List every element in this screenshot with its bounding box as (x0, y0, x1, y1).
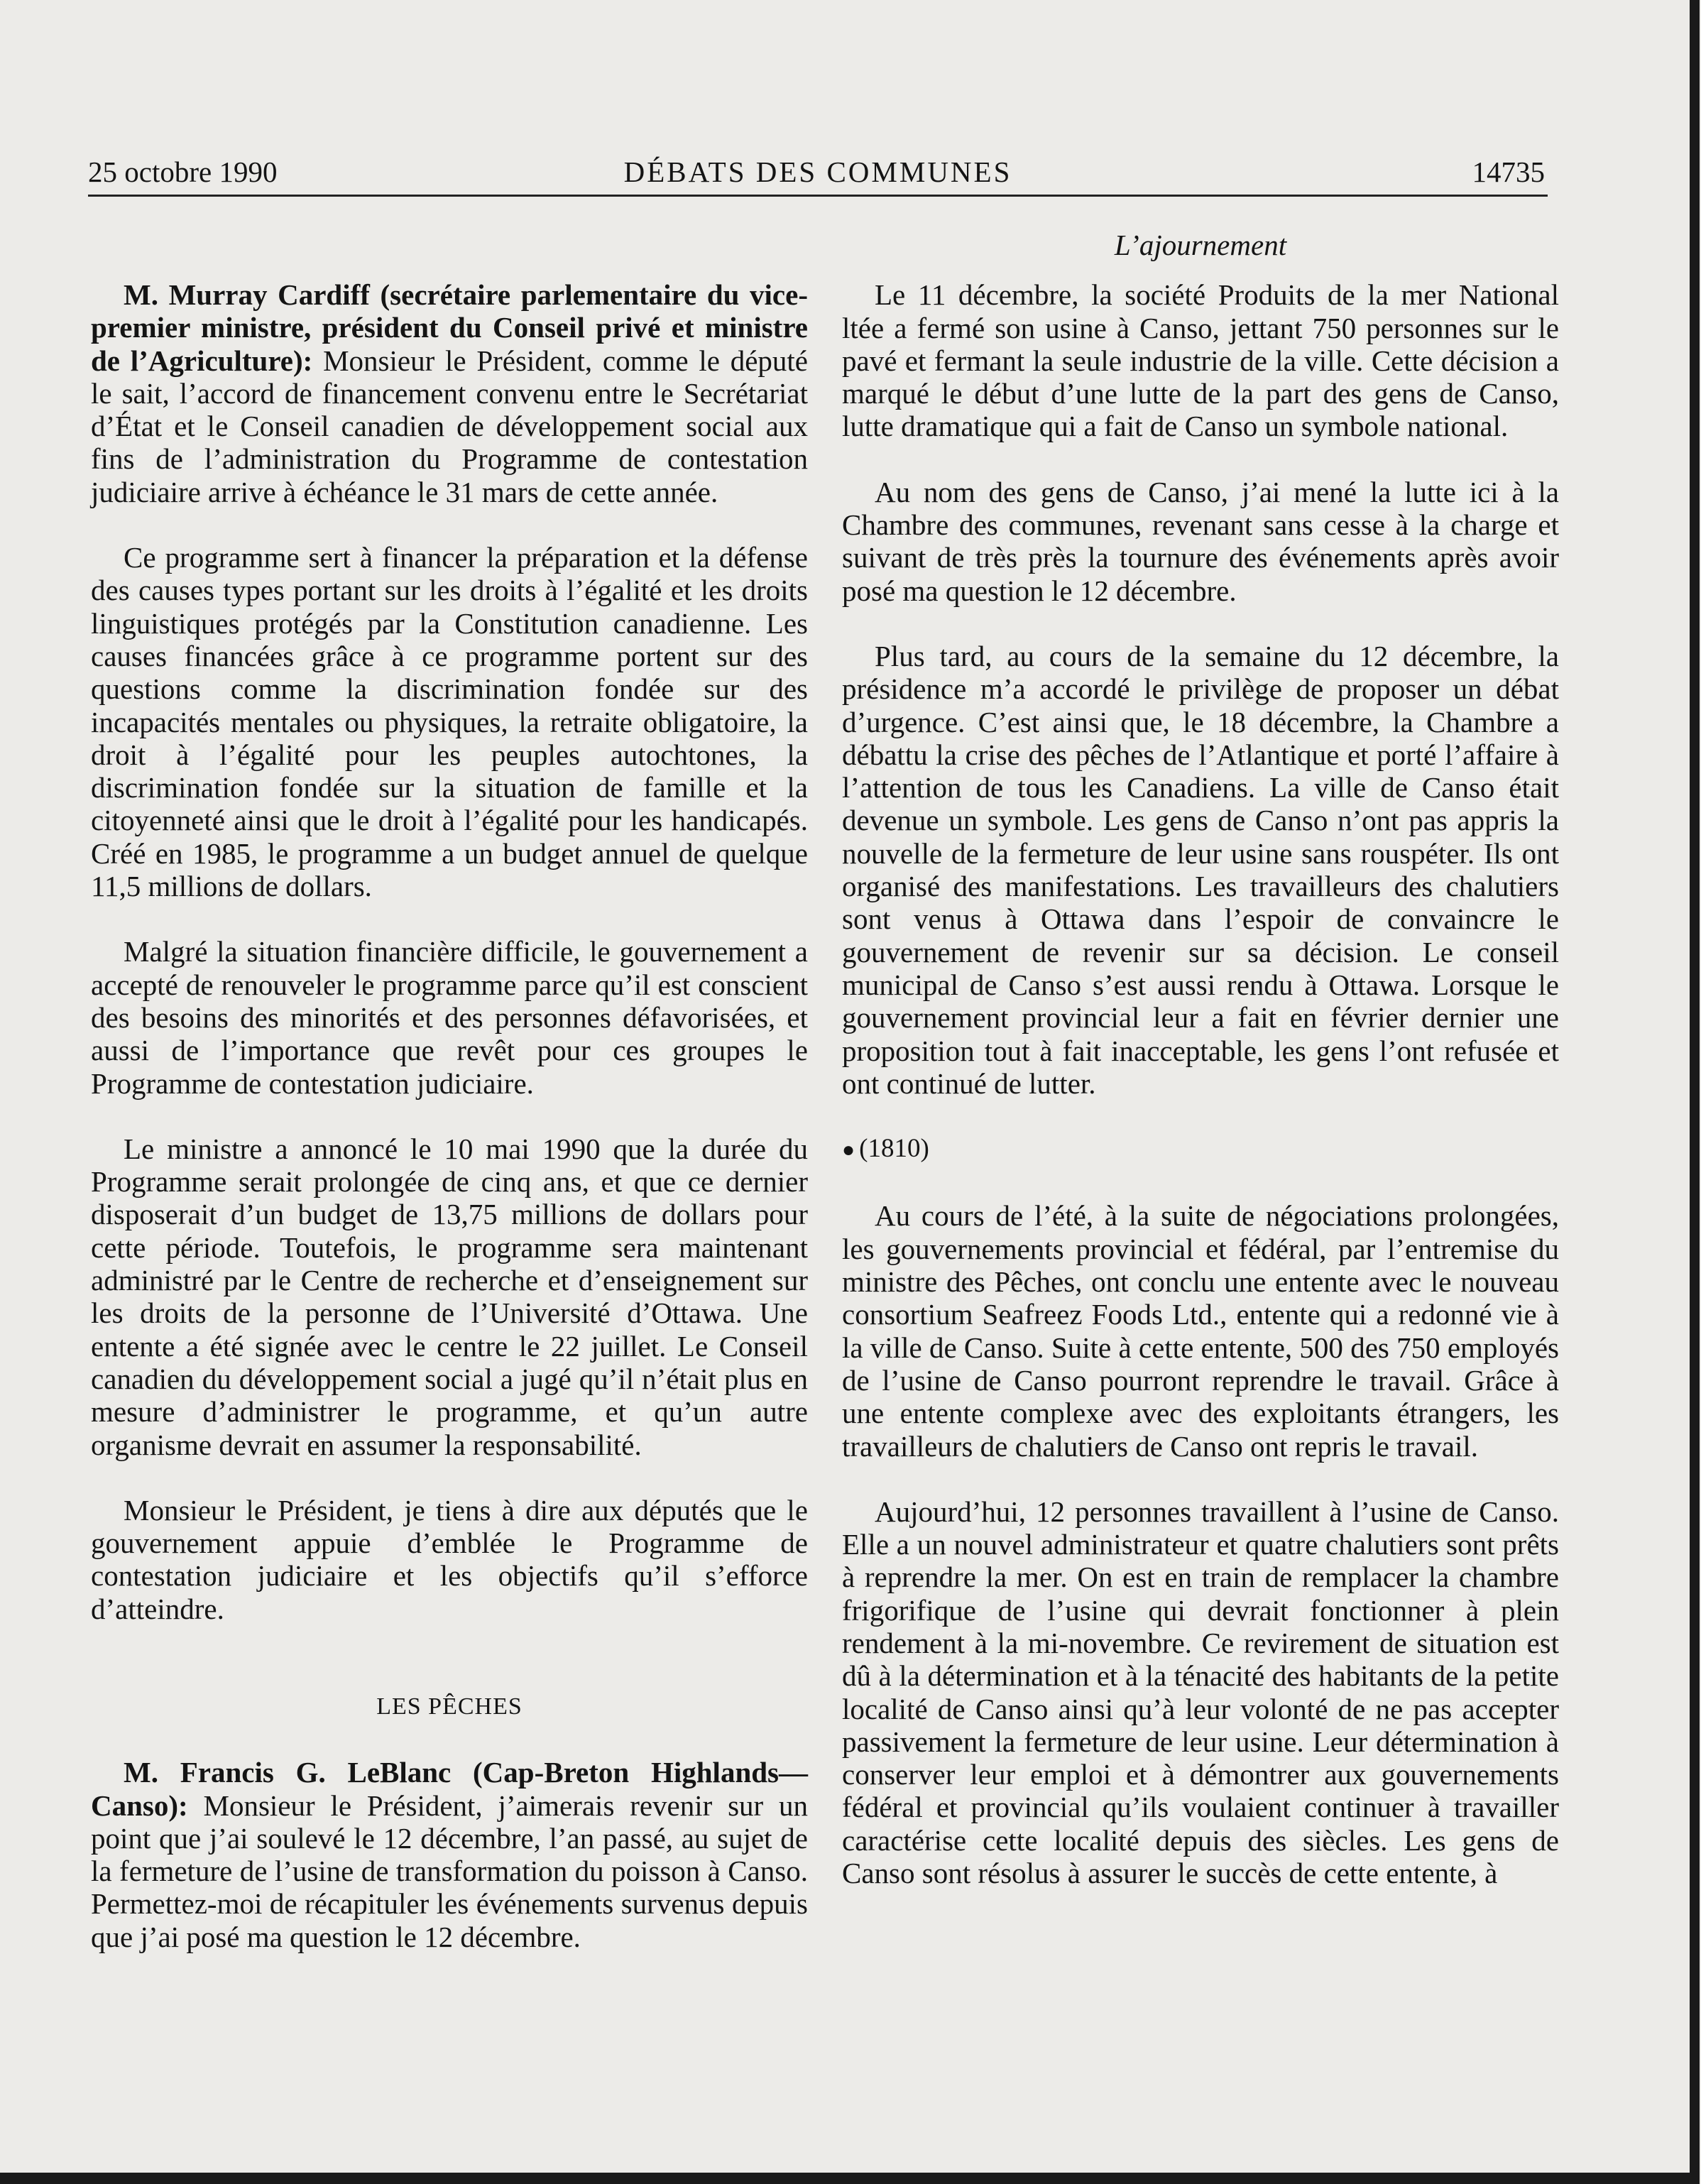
speaker-name: M. Murray Cardiff (secrétaire parlementaire du vice-premier ministre, président du Conseil privé et ministre de l’Agriculture): (91, 278, 808, 377)
section-title: LES PÊCHES (376, 1693, 523, 1720)
paragraph-emergency-debate: Plus tard, au cours de la semaine du 12 décembre, la présidence m’a accordé le privilège de proposer un débat d’urgence. C’est ainsi que, le 18 décembre, la Chambre a débattu la crise des pêches de l’Atlantique et porté l’affaire à l’attention de tous les Canadiens. La ville de Canso était devenue un symbole. Les gens de Canso n’ont pas appris la nouvelle de la fermeture de leur usine sans rouspéter. Ils ont organisé des manifestations. Les travailleurs des chalutiers sont venus à Ottawa dans l’espoir de convaincre le gouvernement de revenir sur sa décision. Le conseil municipal de Canso s’est aussi rendu à Ottawa. Lorsque le gouvernement provincial leur a fait en février dernier une proposition tout à fait inacceptable, les gens l’ont refusée et ont continué de lutter. (842, 639, 1559, 1100)
paragraph-agreement: Au cours de l’été, à la suite de négociations prolongées, les gouvernements provincial et fédéral, par l’entremise du ministre des Pêches, ont conclu une entente avec le nouveau consortium Seafreez Foods Ltd., entente qui a redonné vie à la ville de Canso. Suite à cette entente, 500 des 750 employés de l’usine de Canso pourront reprendre le travail. Grâce à une entente complexe avec des exploitants étrangers, les travailleurs de chalutiers de Canso ont repris le travail. (842, 1199, 1559, 1463)
section-subtitle: L’ajournement (1114, 229, 1287, 261)
time-marker (842, 1132, 1559, 1167)
header-date: 25 octobre 1990 (88, 155, 278, 188)
paragraph-program-extension: Le ministre a annoncé le 10 mai 1990 que la durée du Programme serait prolongée de cinq ans, et que ce dernier disposerait d’un budget de 13,75 millions de dollars pour cette période. Toutefois, le programme sera maintenant administré par le Centre de recherche et d’enseignement sur les droits de la personne de l’Université d’Ottawa. Une entente a été signée avec le centre le 22 juillet. Le Conseil canadien du développement social a jugé qu’il n’était plus en mesure d’administrer le programme, et qu’un autre organisme devrait en assumer la responsabilité. (91, 1132, 808, 1461)
paragraph-program-description: Ce programme sert à financer la préparation et la défense des causes types portant sur les droits à l’égalité et les droits linguistiques protégés par la Constitution canadienne. Les causes financées grâce à ce programme portent sur des questions comme la discrimination fondée sur des incapacités mentales ou physiques, la retraite obligatoire, la droit à l’égalité pour les peuples autochtones, la discrimination fondée sur la situation de famille et la citoyenneté ainsi que le droit à l’égalité pour les handicapés. Créé en 1985, le programme a un budget annuel de quelque 11,5 millions de dollars. (91, 541, 808, 903)
bullet-icon: ● (842, 1138, 855, 1162)
time-marker-text: (1810) (859, 1134, 929, 1164)
paragraph-text: Monsieur le Président, j’aimerais revenir sur un point que j’ai soulevé le 12 décembre, l’an passé, au sujet de la fermeture de l’usine de transformation du poisson à Canso. Permettez-moi de récapituler les événements survenus depuis que j’ai posé ma question le 12 décembre. (91, 1789, 808, 1953)
page-header (88, 155, 1548, 197)
right-column (842, 229, 1559, 1889)
paragraph-government-support: Monsieur le Président, je tiens à dire aux députés que le gouvernement appuie d’emblée le Programme de contestation judiciaire et les objectifs qu’il s’efforce d’atteindre. (91, 1493, 808, 1625)
paragraph-fight-in-house: Au nom des gens de Canso, j’ai mené la lutte ici à la Chambre des communes, revenant sans cesse à la charge et suivant de très près la tournure des événements après avoir posé ma question le 12 décembre. (842, 475, 1559, 607)
paragraph-leblanc-intro (91, 1756, 808, 1953)
paragraph-text: Monsieur le Président, comme le député le sait, l’accord de financement convenu entre le Secrétariat d’État et le Conseil canadien de développement social aux fins de l’administration du Programme de contestation judiciaire arrive à échéance le 31 mars de cette année. (91, 344, 808, 508)
paragraph-today: Aujourd’hui, 12 personnes travaillent à l’usine de Canso. Elle a un nouvel administrateur et quatre chalutiers sont prêts à reprendre la mer. On est en train de remplacer la chambre frigorifique de l’usine qui devrait fonctionner à plein rendement à la mi-novembre. Ce revirement de situation est dû à la détermination et à la ténacité des habitants de la petite localité de Canso ainsi qu’à leur volonté de ne pas accepter passivement la fermeture de leur usine. Leur détermination à conserver leur emploi et à démontrer aux gouvernements fédéral et provincial qu’ils voulaient continuer à travailler caractérise cette localité depuis des siècles. Les gens de Canso sont résolus à assurer le succès de cette entente, à (842, 1495, 1559, 1890)
header-title: DÉBATS DES COMMUNES (623, 155, 1012, 188)
paragraph-plant-closure: Le 11 décembre, la société Produits de la mer National ltée a fermé son usine à Canso, jettant 750 personnes sur le pavé et fermant la seule industrie de la ville. Cette décision a marqué le début d’une lutte de la part des gens de Canso, lutte dramatique qui a fait de Canso un symbole national. (842, 278, 1559, 443)
speaker-name: M. Francis G. LeBlanc (Cap-Breton Highlands—Canso): (91, 1756, 808, 1822)
paragraph-program-renewal: Malgré la situation financière difficile, le gouvernement a accepté de renouveler le programme parce qu’il est conscient des besoins des minorités et des personnes défavorisées, et aussi de l’importance que revêt pour ces groupes le Programme de contestation judiciaire. (91, 935, 808, 1100)
left-column (91, 278, 808, 1953)
header-page-number: 14735 (1472, 155, 1545, 188)
paragraph-cardiff-intro (91, 278, 808, 508)
